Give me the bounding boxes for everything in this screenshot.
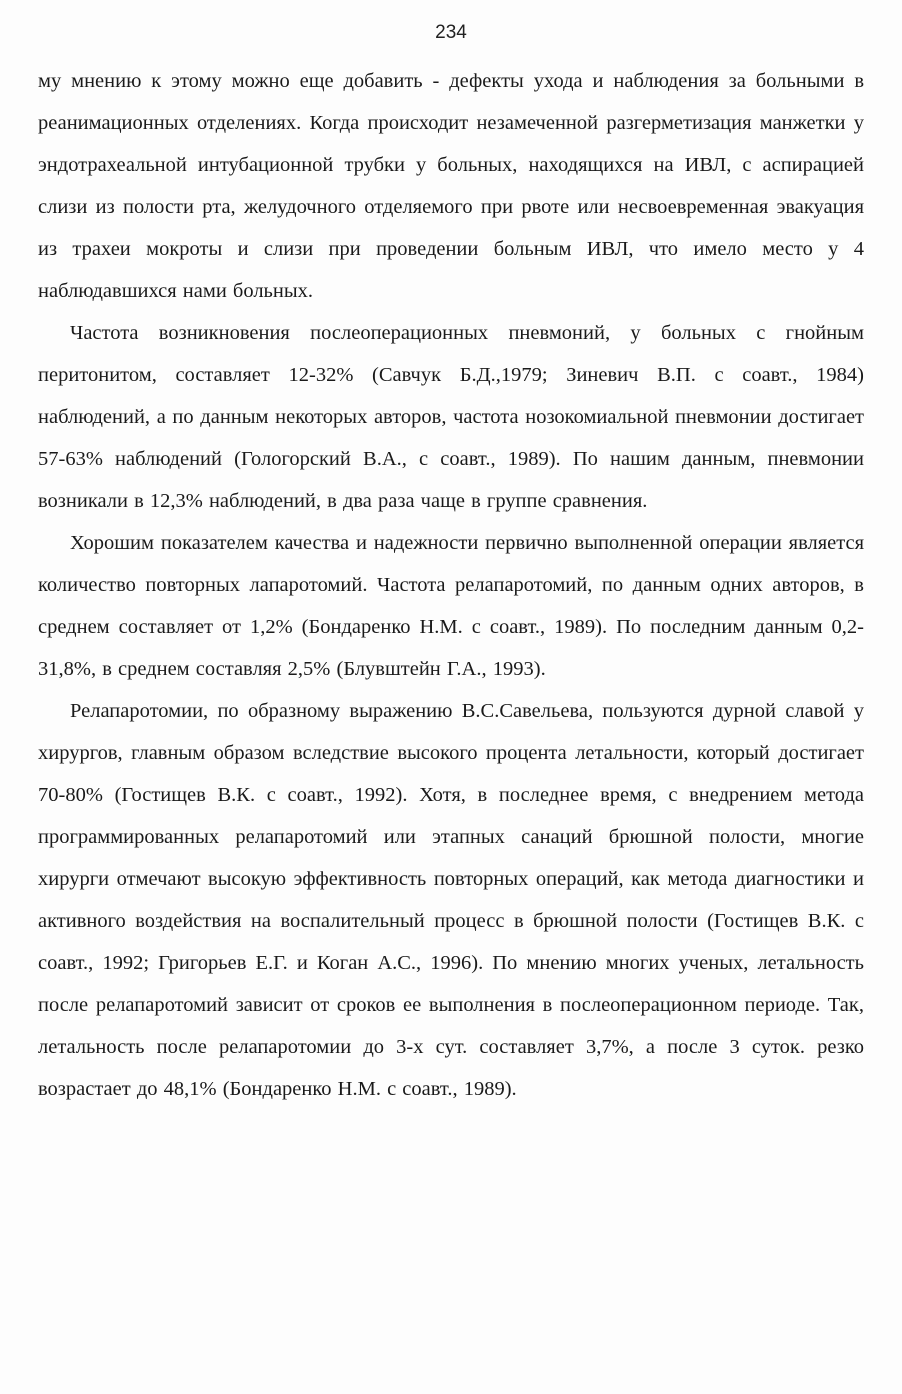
paragraph-3: Хорошим показателем качества и надежности первично выполненной операции является количество повторных лапаротомий. Частота релапаротомий, по данным одних авторов, в среднем составляет от 1,2% (Бондаренко Н.М. с соавт., 1989). По последним данным 0,2-31,8%, в среднем составляя 2,5% (Блувштейн Г.А., 1993). — [38, 532, 864, 680]
page-number: 234 — [435, 22, 467, 43]
paragraph-4: Релапаротомии, по образному выражению В.С.Савельева, пользуются дурной славой у хирургов, главным образом вследствие высокого процента летальности, который достигает 70-80% (Гостищев В.К. с соавт., 1992). Хотя, в последнее время, с внедрением метода программированных релапаротомий или этапных санаций брюшной полости, многие хирурги отмечают высокую эффективность повторных операций, как метода диагностики и активного воздействия на воспалительный процесс в брюшной полости (Гостищев В.К. с соавт., 1992; Григорьев Е.Г. и Коган А.С., 1996). По мнению многих ученых, летальность после релапаротомий зависит от сроков ее выполнения в послеоперационном периоде. Так, летальность после релапаротомии до 3-х сут. составляет 3,7%, а после 3 суток. резко возрастает до 48,1% (Бондаренко Н.М. с соавт., 1989). — [38, 700, 864, 1100]
paragraph-1: му мнению к этому можно еще добавить - дефекты ухода и наблюдения за больными в реанимационных отделениях. Когда происходит незамеченной разгерметизация манжетки у эндотрахеальной интубационной трубки у больных, находящихся на ИВЛ, с аспирацией слизи из полости рта, желудочного отделяемого при рвоте или несвоевременная эвакуация из трахеи мокроты и слизи при проведении больным ИВЛ, что имело место у 4 наблюдавшихся нами больных. — [38, 70, 864, 302]
body-text — [38, 60, 864, 1110]
paragraph-2: Частота возникновения послеоперационных пневмоний, у больных с гнойным перитонитом, составляет 12-32% (Савчук Б.Д.,1979; Зиневич В.П. с соавт., 1984) наблюдений, а по данным некоторых авторов, частота нозокомиальной пневмонии достигает 57-63% наблюдений (Гологорский В.А., с соавт., 1989). По нашим данным, пневмонии возникали в 12,3% наблюдений, в два раза чаще в группе сравнения. — [38, 322, 864, 512]
